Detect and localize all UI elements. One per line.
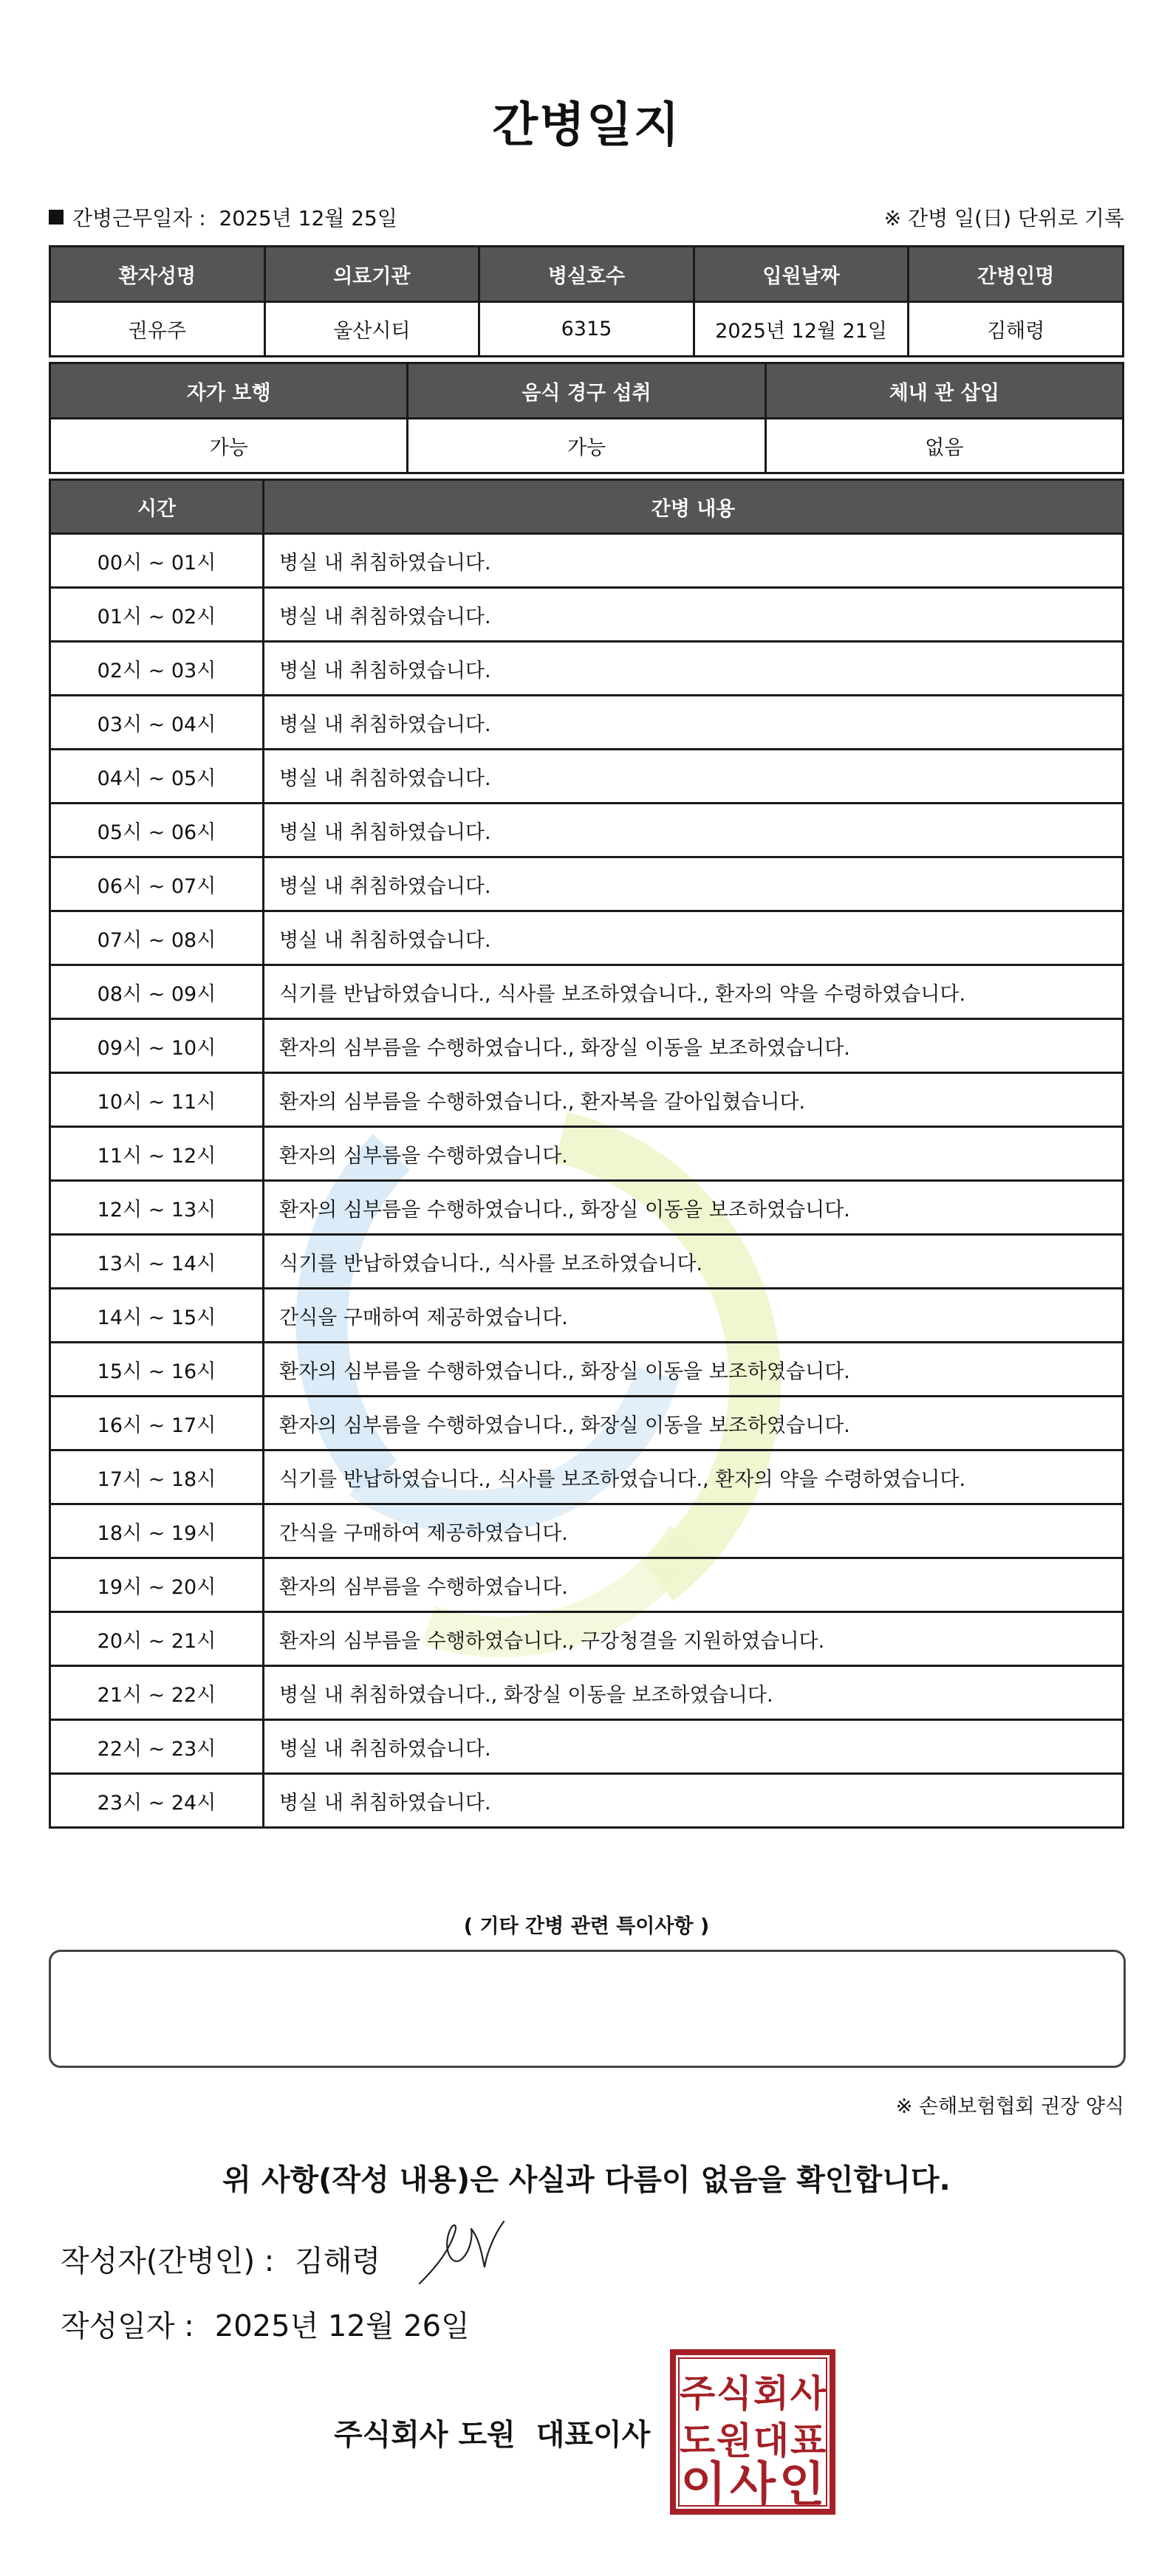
written-date-line bbox=[61, 2303, 470, 2345]
source-note: ※ 손해보험협회 권장 양식 bbox=[895, 2095, 1124, 2118]
header-caregiver: 간병인명 bbox=[909, 247, 1124, 302]
table-row bbox=[50, 1504, 1124, 1558]
care-content-cell: 병실 내 취침하였습니다. bbox=[264, 1774, 1124, 1828]
written-date-label: 작성일자 : bbox=[61, 2309, 194, 2343]
care-content-cell: 병실 내 취침하였습니다. bbox=[264, 911, 1124, 965]
header-oral-intake: 음식 경구 섭취 bbox=[408, 363, 765, 419]
header-patient-name: 환자성명 bbox=[50, 247, 265, 302]
care-content-cell: 병실 내 취침하였습니다., 화장실 이동을 보조하였습니다. bbox=[264, 1666, 1124, 1720]
written-date-value: 2025년 12월 26일 bbox=[214, 2309, 470, 2343]
oral-intake-status: 가능 bbox=[408, 419, 765, 473]
stamp-glyph: 인 bbox=[779, 2458, 825, 2512]
time-cell: 08시 ~ 09시 bbox=[50, 965, 264, 1019]
table-row bbox=[50, 1666, 1124, 1720]
table-row bbox=[50, 965, 1124, 1019]
table-row bbox=[50, 857, 1124, 911]
care-content-cell: 환자의 심부름을 수행하였습니다. bbox=[264, 1558, 1124, 1612]
time-cell: 05시 ~ 06시 bbox=[50, 804, 264, 857]
time-cell: 16시 ~ 17시 bbox=[50, 1397, 264, 1450]
table-row bbox=[50, 1774, 1124, 1828]
care-content-cell: 간식을 구매하여 제공하였습니다. bbox=[264, 1289, 1124, 1343]
unit-note: ※ 간병 일(日) 단위로 기록 bbox=[883, 206, 1124, 230]
writer-line bbox=[61, 2238, 380, 2280]
care-content-cell: 환자의 심부름을 수행하였습니다. bbox=[264, 1127, 1124, 1181]
caregiver-name: 김해령 bbox=[909, 302, 1124, 357]
stamp-glyph: 원 bbox=[716, 2419, 753, 2462]
time-cell: 20시 ~ 21시 bbox=[50, 1612, 264, 1666]
table-row bbox=[50, 1019, 1124, 1073]
care-content-cell: 식기를 반납하였습니다., 식사를 보조하였습니다., 환자의 약을 수령하였습니다. bbox=[264, 1450, 1124, 1504]
company-title: 대표이사 bbox=[536, 2418, 651, 2452]
table-row bbox=[50, 1127, 1124, 1181]
header-room: 병실호수 bbox=[479, 247, 694, 302]
care-content-cell: 환자의 심부름을 수행하였습니다., 화장실 이동을 보조하였습니다. bbox=[264, 1019, 1124, 1073]
care-content-cell: 환자의 심부름을 수행하였습니다., 화장실 이동을 보조하였습니다. bbox=[264, 1181, 1124, 1235]
patient-info-table bbox=[49, 245, 1124, 357]
care-content-cell: 식기를 반납하였습니다., 식사를 보조하였습니다., 환자의 약을 수령하였습니다. bbox=[264, 965, 1124, 1019]
time-cell: 13시 ~ 14시 bbox=[50, 1235, 264, 1289]
care-content-cell: 병실 내 취침하였습니다. bbox=[264, 750, 1124, 804]
table-row bbox=[50, 911, 1124, 965]
table-row bbox=[50, 302, 1124, 357]
table-row bbox=[50, 1450, 1124, 1504]
table-row bbox=[50, 1073, 1124, 1127]
time-cell: 22시 ~ 23시 bbox=[50, 1720, 264, 1774]
table-header-row bbox=[50, 480, 1124, 534]
page-title: 간병일지 bbox=[492, 98, 681, 153]
company-signature-line bbox=[334, 2411, 650, 2453]
hospital: 울산시티 bbox=[264, 302, 479, 357]
stamp-glyph: 사 bbox=[790, 2372, 827, 2415]
header-walking: 자가 보행 bbox=[50, 363, 408, 419]
care-log-table bbox=[49, 479, 1124, 1829]
time-cell: 11시 ~ 12시 bbox=[50, 1127, 264, 1181]
company-name: 주식회사 도원 bbox=[334, 2418, 516, 2452]
time-cell: 04시 ~ 05시 bbox=[50, 750, 264, 804]
time-cell: 01시 ~ 02시 bbox=[50, 588, 264, 642]
writer-label: 작성자(간병인) : bbox=[61, 2244, 275, 2278]
time-cell: 23시 ~ 24시 bbox=[50, 1774, 264, 1828]
time-cell: 02시 ~ 03시 bbox=[50, 642, 264, 696]
stamp-glyph: 주 bbox=[679, 2372, 716, 2415]
stamp-glyph: 대 bbox=[753, 2419, 790, 2462]
time-cell: 07시 ~ 08시 bbox=[50, 911, 264, 965]
work-date-value: 2025년 12월 25일 bbox=[219, 206, 397, 230]
care-content-cell: 병실 내 취침하였습니다. bbox=[264, 1720, 1124, 1774]
table-row bbox=[50, 804, 1124, 857]
header-care-content: 간병 내용 bbox=[264, 480, 1124, 534]
care-content-cell: 환자의 심부름을 수행하였습니다., 구강청결을 지원하였습니다. bbox=[264, 1612, 1124, 1666]
admission-date: 2025년 12월 21일 bbox=[694, 302, 909, 357]
stamp-glyph: 식 bbox=[716, 2372, 753, 2415]
table-row bbox=[50, 588, 1124, 642]
time-cell: 06시 ~ 07시 bbox=[50, 857, 264, 911]
time-cell: 19시 ~ 20시 bbox=[50, 1558, 264, 1612]
header-admission-date: 입원날짜 bbox=[694, 247, 909, 302]
care-content-cell: 병실 내 취침하였습니다. bbox=[264, 857, 1124, 911]
work-date bbox=[49, 202, 397, 232]
notes-box bbox=[49, 1950, 1126, 2068]
time-cell: 17시 ~ 18시 bbox=[50, 1450, 264, 1504]
care-content-cell: 환자의 심부름을 수행하였습니다., 화장실 이동을 보조하였습니다. bbox=[264, 1397, 1124, 1450]
care-content-cell: 병실 내 취침하였습니다. bbox=[264, 804, 1124, 857]
table-header-row bbox=[50, 247, 1124, 302]
table-row bbox=[50, 1558, 1124, 1612]
patient-status-table bbox=[49, 362, 1124, 474]
square-bullet-icon bbox=[49, 210, 64, 225]
time-cell: 21시 ~ 22시 bbox=[50, 1666, 264, 1720]
care-content-cell: 환자의 심부름을 수행하였습니다., 화장실 이동을 보조하였습니다. bbox=[264, 1343, 1124, 1397]
care-content-cell: 식기를 반납하였습니다., 식사를 보조하였습니다. bbox=[264, 1235, 1124, 1289]
signature-image bbox=[414, 2216, 517, 2289]
table-row bbox=[50, 1397, 1124, 1450]
table-row bbox=[50, 419, 1124, 473]
work-date-label: 간병근무일자 : bbox=[72, 206, 206, 230]
care-content-cell: 환자의 심부름을 수행하였습니다., 환자복을 갈아입혔습니다. bbox=[264, 1073, 1124, 1127]
walking-status: 가능 bbox=[50, 419, 408, 473]
care-content-cell: 간식을 구매하여 제공하였습니다. bbox=[264, 1504, 1124, 1558]
confirmation-statement: 위 사항(작성 내용)은 사실과 다름이 없음을 확인합니다. bbox=[222, 2163, 951, 2197]
stamp-glyph: 표 bbox=[790, 2419, 827, 2462]
time-cell: 18시 ~ 19시 bbox=[50, 1504, 264, 1558]
header-time: 시간 bbox=[50, 480, 264, 534]
stamp-glyph: 도 bbox=[679, 2419, 716, 2462]
table-row bbox=[50, 1612, 1124, 1666]
table-header-row bbox=[50, 363, 1124, 419]
time-cell: 14시 ~ 15시 bbox=[50, 1289, 264, 1343]
stamp-glyph: 회 bbox=[753, 2372, 790, 2415]
stamp-glyph: 이 bbox=[680, 2458, 727, 2512]
table-row bbox=[50, 750, 1124, 804]
care-content-cell: 병실 내 취침하였습니다. bbox=[264, 696, 1124, 750]
time-cell: 00시 ~ 01시 bbox=[50, 534, 264, 588]
table-row bbox=[50, 1343, 1124, 1397]
care-content-cell: 병실 내 취침하였습니다. bbox=[264, 534, 1124, 588]
care-log-rows bbox=[50, 534, 1124, 1828]
table-row bbox=[50, 1181, 1124, 1235]
time-cell: 12시 ~ 13시 bbox=[50, 1181, 264, 1235]
table-row bbox=[50, 1720, 1124, 1774]
header-hospital: 의료기관 bbox=[264, 247, 479, 302]
table-row bbox=[50, 696, 1124, 750]
tube-status: 없음 bbox=[765, 419, 1123, 473]
table-row bbox=[50, 534, 1124, 588]
table-row bbox=[50, 1235, 1124, 1289]
time-cell: 15시 ~ 16시 bbox=[50, 1343, 264, 1397]
patient-name: 권유주 bbox=[50, 302, 265, 357]
header-tube: 체내 관 삽입 bbox=[765, 363, 1123, 419]
time-cell: 09시 ~ 10시 bbox=[50, 1019, 264, 1073]
company-seal-stamp bbox=[669, 2349, 836, 2515]
writer-name: 김해령 bbox=[295, 2244, 381, 2278]
time-cell: 10시 ~ 11시 bbox=[50, 1073, 264, 1127]
stamp-glyph: 사 bbox=[730, 2458, 776, 2512]
time-cell: 03시 ~ 04시 bbox=[50, 696, 264, 750]
table-row bbox=[50, 1289, 1124, 1343]
notes-title: ( 기타 간병 관련 특이사항 ) bbox=[463, 1915, 710, 1938]
care-content-cell: 병실 내 취침하였습니다. bbox=[264, 642, 1124, 696]
room-number: 6315 bbox=[479, 302, 694, 357]
table-row bbox=[50, 642, 1124, 696]
care-content-cell: 병실 내 취침하였습니다. bbox=[264, 588, 1124, 642]
